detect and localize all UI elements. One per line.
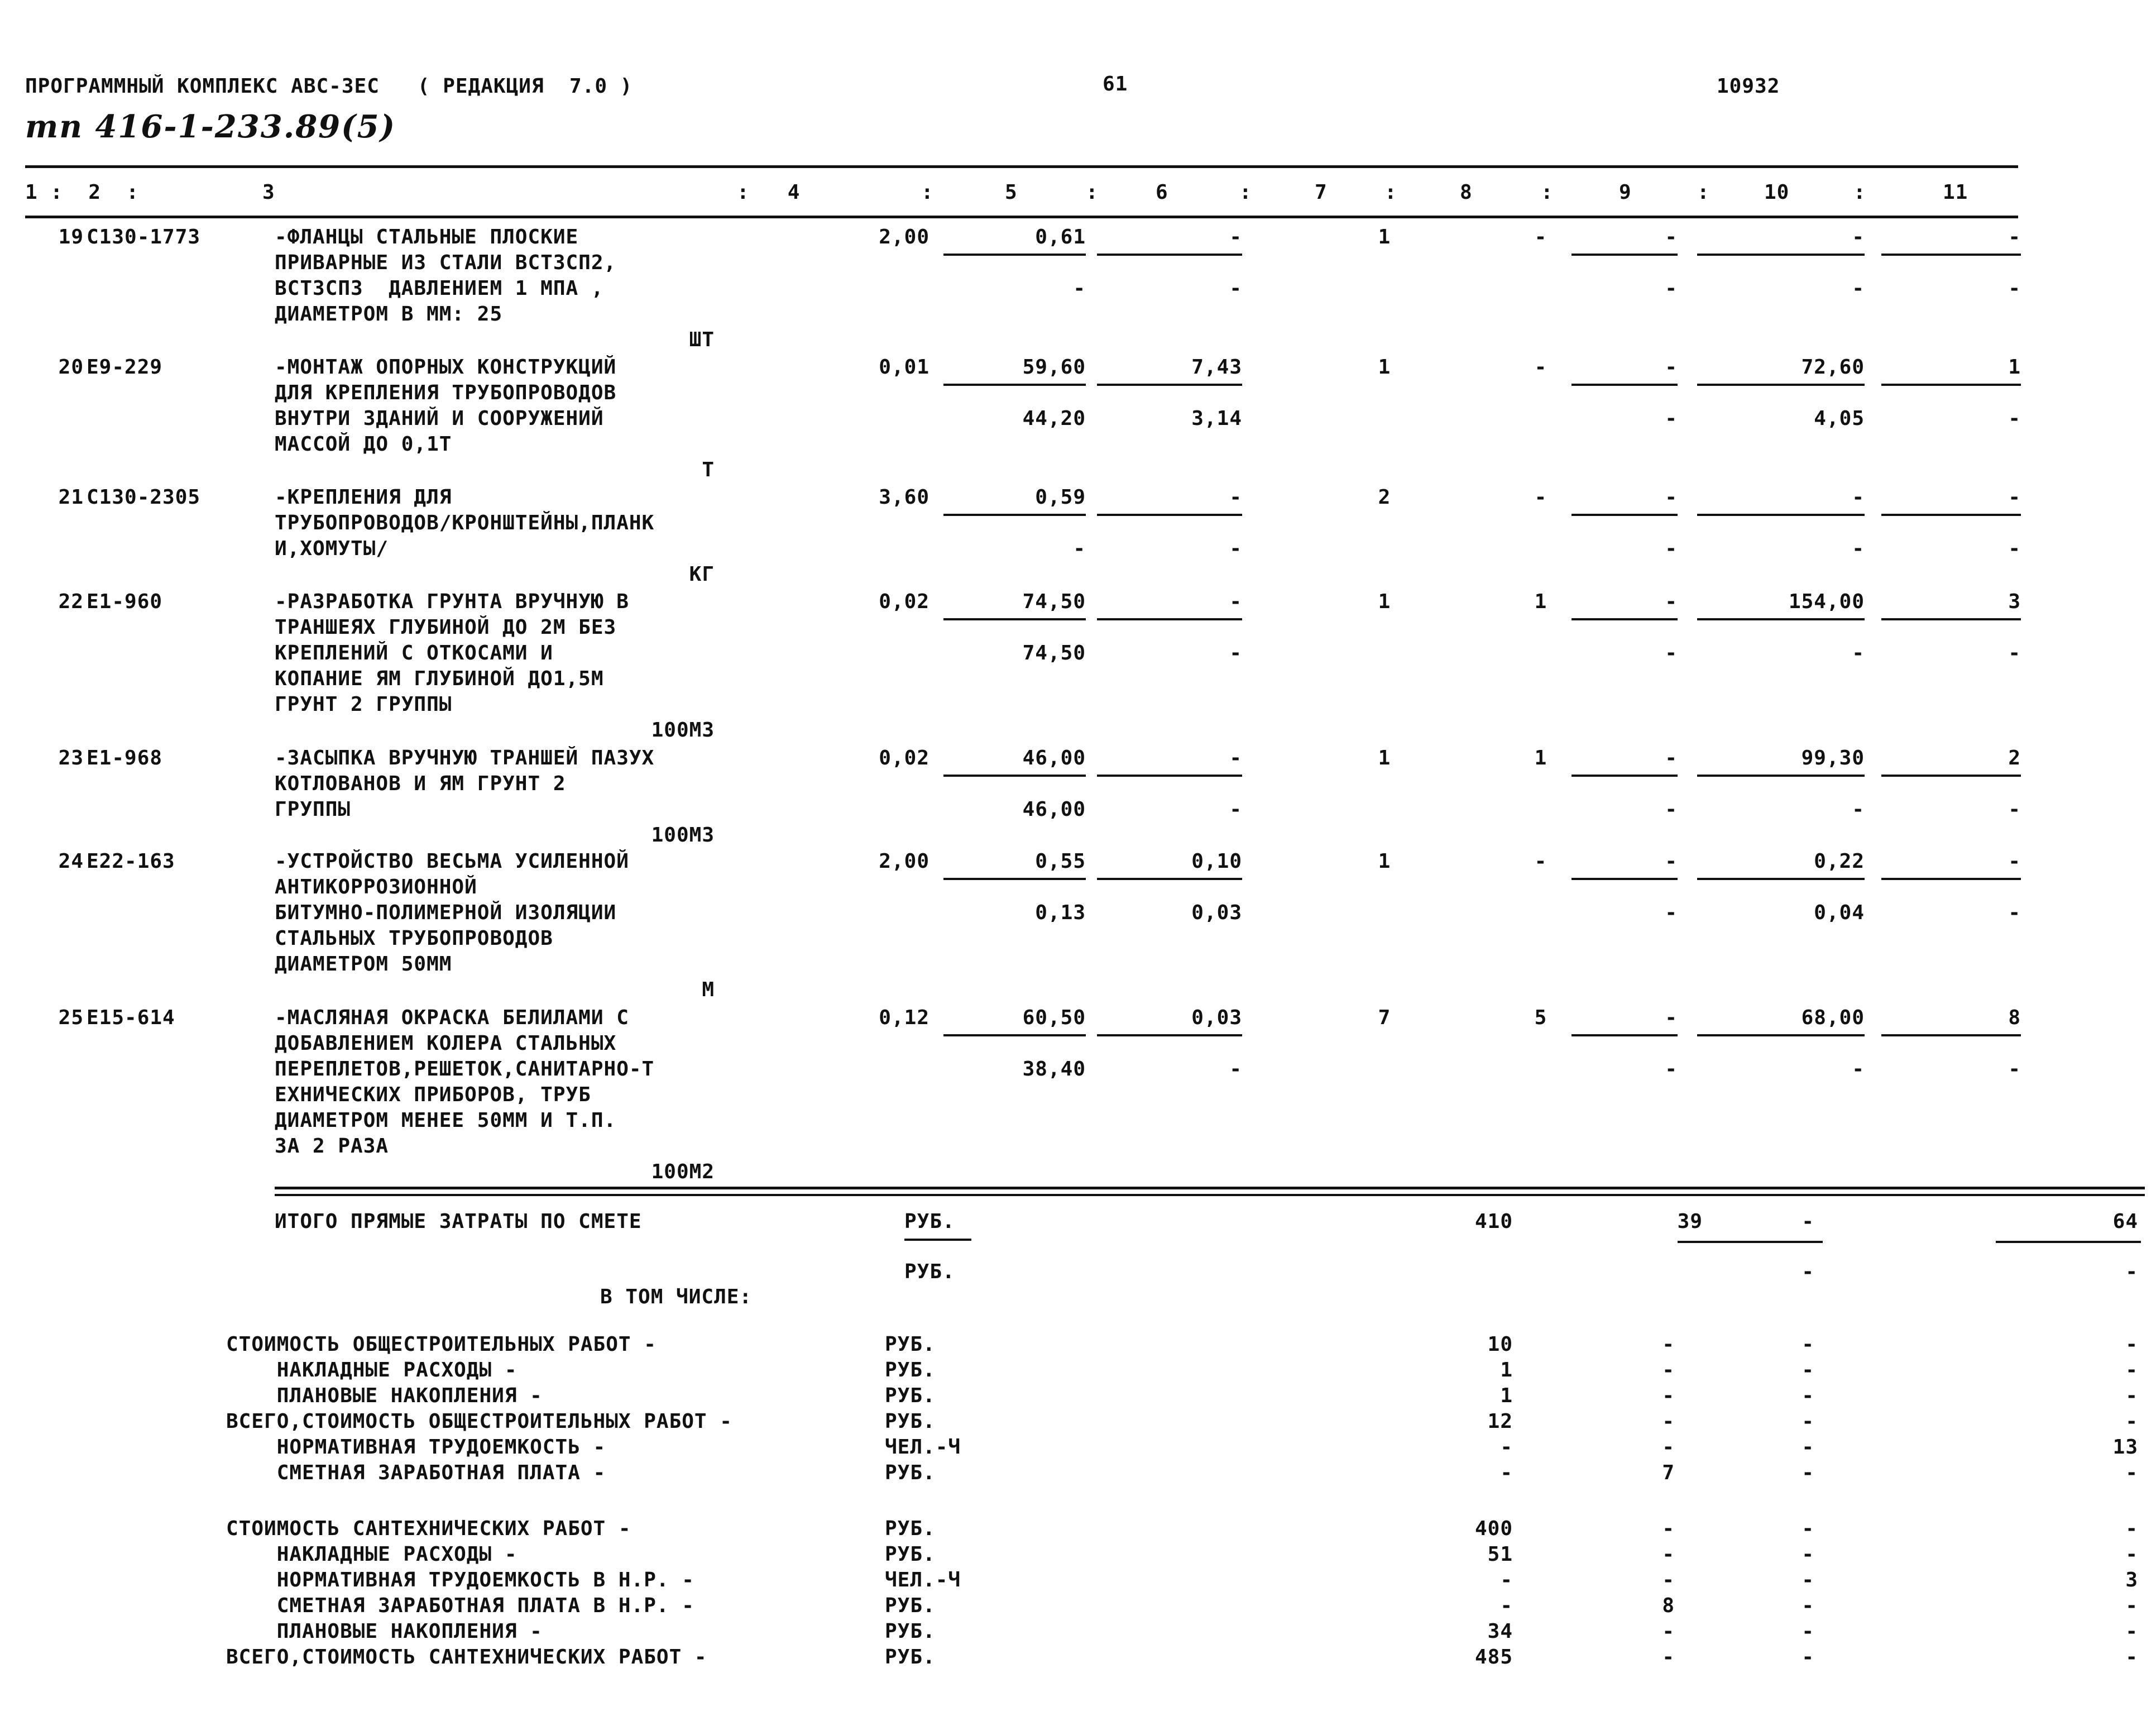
row-col10: 68,00 <box>1801 1006 1865 1029</box>
column-header-12: : <box>1541 181 1554 204</box>
column-header-10: : <box>1384 181 1397 204</box>
summary-value: - <box>1662 1384 1675 1407</box>
row-divider <box>943 1034 1086 1036</box>
row-col10-sub: - <box>1852 642 1865 665</box>
row-description-line: ПРИВАРНЫЕ ИЗ СТАЛИ ВСТЗСП2, <box>275 251 617 274</box>
summary-value: - <box>2125 1620 2138 1643</box>
row-unit: М <box>702 978 715 1001</box>
document-number: 10932 <box>1717 75 1780 98</box>
summary-label: СТОИМОСТЬ САНТЕХНИЧЕСКИХ РАБОТ - <box>226 1517 631 1540</box>
row-col9-sub: - <box>1665 277 1678 300</box>
row-machine-wage: - <box>1229 1058 1242 1081</box>
summary-value: - <box>1662 1543 1675 1566</box>
row-code: С130-1773 <box>87 226 201 248</box>
row-description-line: ПЕРЕПЛЕТОВ,РЕШЕТОК,САНИТАРНО-Т <box>275 1058 655 1081</box>
summary-unit: РУБ. <box>885 1620 936 1643</box>
summary-value: - <box>2125 1646 2138 1669</box>
row-divider <box>1097 878 1242 880</box>
summary-value: - <box>1802 1620 1814 1643</box>
row-col11-sub: - <box>2008 901 2021 924</box>
row-description-line: ВНУТРИ ЗДАНИЙ И СООРУЖЕНИЙ <box>275 407 604 430</box>
row-price-wage: 44,20 <box>1022 407 1086 430</box>
summary-label: ПЛАНОВЫЕ НАКОПЛЕНИЯ - <box>226 1384 543 1407</box>
totals-col10-rule <box>1678 1241 1823 1243</box>
column-header-7: 6 <box>1156 181 1168 204</box>
summary-value: - <box>2125 1384 2138 1407</box>
row-col11-sub: - <box>2008 642 2021 665</box>
row-price-machine: 7,43 <box>1191 356 1242 379</box>
row-description-line: АНТИКОРРОЗИОННОЙ <box>275 876 477 898</box>
row-col9-sub: - <box>1665 642 1678 665</box>
row-description-line: -КРЕПЛЕНИЯ ДЛЯ <box>275 486 452 509</box>
summary-label: НАКЛАДНЫЕ РАСХОДЫ - <box>226 1543 518 1566</box>
row-col11: 2 <box>2008 747 2021 769</box>
column-header-6: : <box>1086 181 1099 204</box>
row-price-total: 0,55 <box>1035 850 1086 873</box>
row-col9-sub: - <box>1665 537 1678 560</box>
summary-value: 400 <box>1474 1517 1513 1540</box>
summary-value: - <box>1802 1410 1814 1433</box>
totals-rule-top <box>275 1187 2145 1189</box>
row-col8: - <box>1534 226 1547 248</box>
summary-label: НОРМАТИВНАЯ ТРУДОЕМКОСТЬ - <box>226 1436 606 1459</box>
row-description-line: КРЕПЛЕНИЙ С ОТКОСАМИ И <box>275 642 553 665</box>
totals-unit: РУБ. <box>904 1210 955 1233</box>
row-divider <box>1881 618 2021 620</box>
column-header-8: : <box>1239 181 1252 204</box>
summary-value: - <box>1802 1384 1814 1407</box>
summary-label: НОРМАТИВНАЯ ТРУДОЕМКОСТЬ В Н.Р. - <box>226 1569 694 1591</box>
totals-rule-bottom <box>275 1194 2145 1196</box>
row-col8: 1 <box>1534 747 1547 769</box>
summary-value: 1 <box>1500 1384 1513 1407</box>
column-header-3: : 4 <box>737 181 801 204</box>
summary-value: - <box>1662 1410 1675 1433</box>
row-divider <box>1572 384 1678 386</box>
row-description-line: ЕХНИЧЕСКИХ ПРИБОРОВ, ТРУБ <box>275 1083 591 1106</box>
summary-value: 485 <box>1474 1646 1513 1669</box>
row-divider <box>1697 775 1865 777</box>
summary-value: 3 <box>2125 1569 2138 1591</box>
summary-label: СМЕТНАЯ ЗАРАБОТНАЯ ПЛАТА - <box>226 1461 606 1484</box>
row-divider <box>1572 775 1678 777</box>
row-col9-sub: - <box>1665 798 1678 821</box>
row-divider <box>1572 878 1678 880</box>
row-col9: - <box>1665 850 1678 873</box>
row-number: 22 <box>58 590 84 613</box>
row-price-total: 74,50 <box>1022 590 1086 613</box>
row-divider <box>1097 618 1242 620</box>
row-col11: 8 <box>2008 1006 2021 1029</box>
row-description-line: -МАСЛЯНАЯ ОКРАСКА БЕЛИЛАМИ С <box>275 1006 629 1029</box>
summary-value: - <box>2125 1359 2138 1382</box>
row-price-machine: 0,10 <box>1191 850 1242 873</box>
row-code: Е1-960 <box>87 590 163 613</box>
row-quantity: 3,60 <box>879 486 930 509</box>
row-col10: 99,30 <box>1801 747 1865 769</box>
row-divider <box>1697 514 1865 516</box>
row-col7: 1 <box>1378 590 1391 613</box>
summary-unit: ЧЕЛ.-Ч <box>885 1436 961 1459</box>
row-divider <box>1097 775 1242 777</box>
row-col11: - <box>2008 226 2021 248</box>
row-quantity: 0,12 <box>879 1006 930 1029</box>
row-col11-sub: - <box>2008 798 2021 821</box>
summary-value: - <box>1802 1461 1814 1484</box>
row-col9-sub: - <box>1665 1058 1678 1081</box>
summary-value: 10 <box>1487 1333 1513 1356</box>
summary-value: - <box>1802 1436 1814 1459</box>
row-description-line: ВСТЗСПЗ ДАВЛЕНИЕМ 1 МПА , <box>275 277 604 300</box>
row-divider <box>943 618 1086 620</box>
row-description-line: -ФЛАНЦЫ СТАЛЬНЫЕ ПЛОСКИЕ <box>275 226 579 248</box>
column-header-9: 7 <box>1315 181 1328 204</box>
totals-col11-rule <box>1996 1241 2141 1243</box>
column-header-16: : <box>1853 181 1866 204</box>
row-description-line: ТРУБОПРОВОДОВ/КРОНШТЕЙНЫ,ПЛАНК <box>275 512 655 534</box>
row-unit: ШТ <box>689 328 715 351</box>
row-unit: 100М3 <box>651 824 715 847</box>
row-code: С130-2305 <box>87 486 201 509</box>
row-col10: - <box>1852 486 1865 509</box>
row-divider <box>1097 514 1242 516</box>
row-code: Е15-614 <box>87 1006 175 1029</box>
header-bottom-rule <box>25 216 2018 218</box>
row-col8: - <box>1534 356 1547 379</box>
row-number: 24 <box>58 850 84 873</box>
totals-col11: 64 <box>2112 1210 2138 1233</box>
row-description-line: МАССОЙ ДО 0,1Т <box>275 433 452 456</box>
summary-label: СМЕТНАЯ ЗАРАБОТНАЯ ПЛАТА В Н.Р. - <box>226 1594 694 1617</box>
row-divider <box>1572 618 1678 620</box>
column-header-2: 3 <box>262 181 275 204</box>
summary-unit: РУБ. <box>885 1461 936 1484</box>
summary-value: - <box>1802 1517 1814 1540</box>
summary-value: - <box>1802 1333 1814 1356</box>
column-header-4: : <box>921 181 934 204</box>
row-quantity: 2,00 <box>879 226 930 248</box>
summary-value: - <box>2125 1517 2138 1540</box>
row-price-machine: - <box>1229 226 1242 248</box>
row-description-line: И,ХОМУТЫ/ <box>275 537 389 560</box>
row-col10-sub: 4,05 <box>1814 407 1865 430</box>
row-description-line: КОТЛОВАНОВ И ЯМ ГРУНТ 2 <box>275 772 566 795</box>
header-top-rule <box>25 165 2018 168</box>
summary-unit: ЧЕЛ.-Ч <box>885 1569 961 1591</box>
row-col10: 0,22 <box>1814 850 1865 873</box>
summary-value: - <box>1662 1359 1675 1382</box>
row-col11: 3 <box>2008 590 2021 613</box>
row-price-machine: - <box>1229 590 1242 613</box>
row-price-machine: - <box>1229 486 1242 509</box>
row-description-line: ТРАНШЕЯХ ГЛУБИНОЙ ДО 2М БЕЗ <box>275 616 617 639</box>
summary-value: - <box>2125 1461 2138 1484</box>
row-description-line: -РАЗРАБОТКА ГРУНТА ВРУЧНУЮ В <box>275 590 629 613</box>
summary-value: - <box>1500 1594 1513 1617</box>
row-number: 20 <box>58 356 84 379</box>
totals-col10: - <box>1802 1210 1814 1233</box>
row-number: 25 <box>58 1006 84 1029</box>
row-col8: - <box>1534 850 1547 873</box>
summary-value: - <box>1662 1620 1675 1643</box>
summary-value: - <box>1500 1436 1513 1459</box>
including-label: В ТОМ ЧИСЛЕ: <box>600 1285 753 1308</box>
row-col10-sub: - <box>1852 1058 1865 1081</box>
totals-unit-second: РУБ. <box>904 1260 955 1283</box>
summary-unit: РУБ. <box>885 1410 936 1433</box>
row-description-line: СТАЛЬНЫХ ТРУБОПРОВОДОВ <box>275 927 553 950</box>
row-divider <box>1097 1034 1242 1036</box>
summary-value: 13 <box>2112 1436 2138 1459</box>
summary-unit: РУБ. <box>885 1594 936 1617</box>
summary-value: - <box>1802 1569 1814 1591</box>
summary-value: - <box>1662 1646 1675 1669</box>
row-col10: 154,00 <box>1788 590 1865 613</box>
row-col9: - <box>1665 747 1678 769</box>
row-price-total: 0,61 <box>1035 226 1086 248</box>
row-description-line: ДЛЯ КРЕПЛЕНИЯ ТРУБОПРОВОДОВ <box>275 381 617 404</box>
row-col11: - <box>2008 850 2021 873</box>
row-col11: - <box>2008 486 2021 509</box>
row-price-total: 0,59 <box>1035 486 1086 509</box>
row-price-wage: - <box>1073 277 1086 300</box>
row-divider <box>1697 878 1865 880</box>
summary-unit: РУБ. <box>885 1646 936 1669</box>
row-description-line: ДИАМЕТРОМ В ММ: 25 <box>275 303 503 326</box>
summary-value: - <box>2125 1333 2138 1356</box>
row-col9: - <box>1665 226 1678 248</box>
row-divider <box>1697 618 1865 620</box>
summary-value: - <box>1500 1569 1513 1591</box>
column-header-1: 1 : 2 : <box>25 181 140 204</box>
row-code: Е22-163 <box>87 850 175 873</box>
row-divider <box>1572 1034 1678 1036</box>
row-machine-wage: - <box>1229 798 1242 821</box>
row-col11-sub: - <box>2008 1058 2021 1081</box>
row-description-line: -УСТРОЙСТВО ВЕСЬМА УСИЛЕННОЙ <box>275 850 629 873</box>
row-unit: Т <box>702 458 715 481</box>
row-col10: 72,60 <box>1801 356 1865 379</box>
row-divider <box>1881 384 2021 386</box>
row-divider <box>1572 514 1678 516</box>
summary-value: - <box>1802 1594 1814 1617</box>
handwritten-project-code: тп 416-1-233.89(5) <box>25 108 396 145</box>
row-quantity: 0,01 <box>879 356 930 379</box>
row-number: 21 <box>58 486 84 509</box>
row-unit: 100М2 <box>651 1160 715 1183</box>
summary-label: ВСЕГО,СТОИМОСТЬ ОБЩЕСТРОИТЕЛЬНЫХ РАБОТ - <box>226 1410 732 1433</box>
row-description-line: -ЗАСЫПКА ВРУЧНУЮ ТРАНШЕЙ ПАЗУХ <box>275 747 655 769</box>
row-code: Е9-229 <box>87 356 163 379</box>
totals-col10-sub: - <box>1802 1260 1814 1283</box>
summary-value: - <box>1662 1517 1675 1540</box>
program-title: ПРОГРАММНЫЙ КОМПЛЕКС АВС-ЗЕС ( РЕДАКЦИЯ 7.0 ) <box>25 75 633 98</box>
row-col10: - <box>1852 226 1865 248</box>
row-machine-wage: 0,03 <box>1191 901 1242 924</box>
row-machine-wage: - <box>1229 537 1242 560</box>
row-description-line: ЗА 2 РАЗА <box>275 1135 389 1158</box>
column-header-15: 10 <box>1764 181 1790 204</box>
row-price-total: 59,60 <box>1022 356 1086 379</box>
row-description-line: -МОНТАЖ ОПОРНЫХ КОНСТРУКЦИЙ <box>275 356 617 379</box>
summary-unit: РУБ. <box>885 1359 936 1382</box>
row-col7: 7 <box>1378 1006 1391 1029</box>
row-description-line: БИТУМНО-ПОЛИМЕРНОЙ ИЗОЛЯЦИИ <box>275 901 617 924</box>
page-number: 61 <box>1103 73 1128 95</box>
row-price-wage: 38,40 <box>1022 1058 1086 1081</box>
row-price-total: 46,00 <box>1022 747 1086 769</box>
row-col8: 5 <box>1534 1006 1547 1029</box>
row-divider <box>1881 1034 2021 1036</box>
row-price-total: 60,50 <box>1022 1006 1086 1029</box>
totals-col11-sub: - <box>2125 1260 2138 1283</box>
column-header-17: 11 <box>1943 181 1968 204</box>
summary-unit: РУБ. <box>885 1517 936 1540</box>
summary-unit: РУБ. <box>885 1543 936 1566</box>
row-divider <box>1097 254 1242 256</box>
row-number: 23 <box>58 747 84 769</box>
row-quantity: 0,02 <box>879 590 930 613</box>
row-price-wage: 0,13 <box>1035 901 1086 924</box>
row-divider <box>1881 514 2021 516</box>
row-description-line: ДИАМЕТРОМ 50ММ <box>275 953 452 976</box>
row-description-line: КОПАНИЕ ЯМ ГЛУБИНОЙ ДО1,5М <box>275 667 604 690</box>
row-divider <box>1881 775 2021 777</box>
summary-label: ВСЕГО,СТОИМОСТЬ САНТЕХНИЧЕСКИХ РАБОТ - <box>226 1646 707 1669</box>
row-price-machine: - <box>1229 747 1242 769</box>
summary-value: 1 <box>1500 1359 1513 1382</box>
row-divider <box>1697 384 1865 386</box>
row-divider <box>943 514 1086 516</box>
summary-value: - <box>1500 1461 1513 1484</box>
row-description-line: ДОБАВЛЕНИЕМ КОЛЕРА СТАЛЬНЫХ <box>275 1032 617 1055</box>
row-col8: 1 <box>1534 590 1547 613</box>
summary-value: - <box>2125 1543 2138 1566</box>
summary-value: - <box>1802 1543 1814 1566</box>
summary-value: - <box>1662 1436 1675 1459</box>
row-number: 19 <box>58 226 84 248</box>
summary-value: 34 <box>1487 1620 1513 1643</box>
row-col7: 1 <box>1378 747 1391 769</box>
row-col7: 2 <box>1378 486 1391 509</box>
row-col9-sub: - <box>1665 407 1678 430</box>
row-col10-sub: - <box>1852 537 1865 560</box>
totals-col9: 39 <box>1677 1210 1703 1233</box>
row-col11-sub: - <box>2008 537 2021 560</box>
row-unit: 100М3 <box>651 719 715 742</box>
summary-label: ПЛАНОВЫЕ НАКОПЛЕНИЯ - <box>226 1620 543 1643</box>
summary-value: - <box>1662 1333 1675 1356</box>
summary-label: СТОИМОСТЬ ОБЩЕСТРОИТЕЛЬНЫХ РАБОТ - <box>226 1333 657 1356</box>
row-divider <box>943 775 1086 777</box>
summary-unit: РУБ. <box>885 1384 936 1407</box>
summary-value: - <box>2125 1410 2138 1433</box>
row-col10-sub: 0,04 <box>1814 901 1865 924</box>
summary-value: 51 <box>1487 1543 1513 1566</box>
row-col9: - <box>1665 356 1678 379</box>
row-col9: - <box>1665 590 1678 613</box>
row-col10-sub: - <box>1852 277 1865 300</box>
row-col11: 1 <box>2008 356 2021 379</box>
row-divider <box>1881 254 2021 256</box>
row-divider <box>1697 1034 1865 1036</box>
row-col9: - <box>1665 1006 1678 1029</box>
row-machine-wage: - <box>1229 277 1242 300</box>
row-description-line: ГРУППЫ <box>275 798 351 821</box>
totals-col8: 410 <box>1474 1210 1513 1233</box>
row-col9-sub: - <box>1665 901 1678 924</box>
row-quantity: 2,00 <box>879 850 930 873</box>
summary-value: - <box>1662 1569 1675 1591</box>
row-col11-sub: - <box>2008 277 2021 300</box>
row-code: Е1-968 <box>87 747 163 769</box>
summary-value: 8 <box>1662 1594 1675 1617</box>
row-price-wage: - <box>1073 537 1086 560</box>
column-header-13: 9 <box>1619 181 1632 204</box>
row-price-wage: 74,50 <box>1022 642 1086 665</box>
row-divider <box>943 384 1086 386</box>
summary-label: НАКЛАДНЫЕ РАСХОДЫ - <box>226 1359 518 1382</box>
summary-unit: РУБ. <box>885 1333 936 1356</box>
row-col11-sub: - <box>2008 407 2021 430</box>
row-machine-wage: 3,14 <box>1191 407 1242 430</box>
summary-value: 12 <box>1487 1410 1513 1433</box>
row-price-machine: 0,03 <box>1191 1006 1242 1029</box>
totals-unit-rule <box>904 1239 971 1241</box>
row-col7: 1 <box>1378 356 1391 379</box>
row-description-line: ГРУНТ 2 ГРУППЫ <box>275 693 452 716</box>
row-divider <box>1572 254 1678 256</box>
summary-value: - <box>2125 1594 2138 1617</box>
column-header-14: : <box>1697 181 1710 204</box>
row-unit: КГ <box>689 563 715 586</box>
row-divider <box>943 254 1086 256</box>
summary-value: - <box>1802 1646 1814 1669</box>
row-col7: 1 <box>1378 850 1391 873</box>
summary-value: 7 <box>1662 1461 1675 1484</box>
row-col8: - <box>1534 486 1547 509</box>
summary-value: - <box>1802 1359 1814 1382</box>
row-divider <box>1097 384 1242 386</box>
row-col9: - <box>1665 486 1678 509</box>
row-description-line: ДИАМЕТРОМ МЕНЕЕ 50ММ И Т.П. <box>275 1109 617 1132</box>
row-divider <box>1881 878 2021 880</box>
row-quantity: 0,02 <box>879 747 930 769</box>
row-machine-wage: - <box>1229 642 1242 665</box>
column-header-11: 8 <box>1460 181 1473 204</box>
column-header-5: 5 <box>1005 181 1018 204</box>
row-price-wage: 46,00 <box>1022 798 1086 821</box>
row-divider <box>943 878 1086 880</box>
totals-label: ИТОГО ПРЯМЫЕ ЗАТРАТЫ ПО СМЕТЕ <box>275 1210 642 1233</box>
row-col7: 1 <box>1378 226 1391 248</box>
row-col10-sub: - <box>1852 798 1865 821</box>
row-divider <box>1697 254 1865 256</box>
